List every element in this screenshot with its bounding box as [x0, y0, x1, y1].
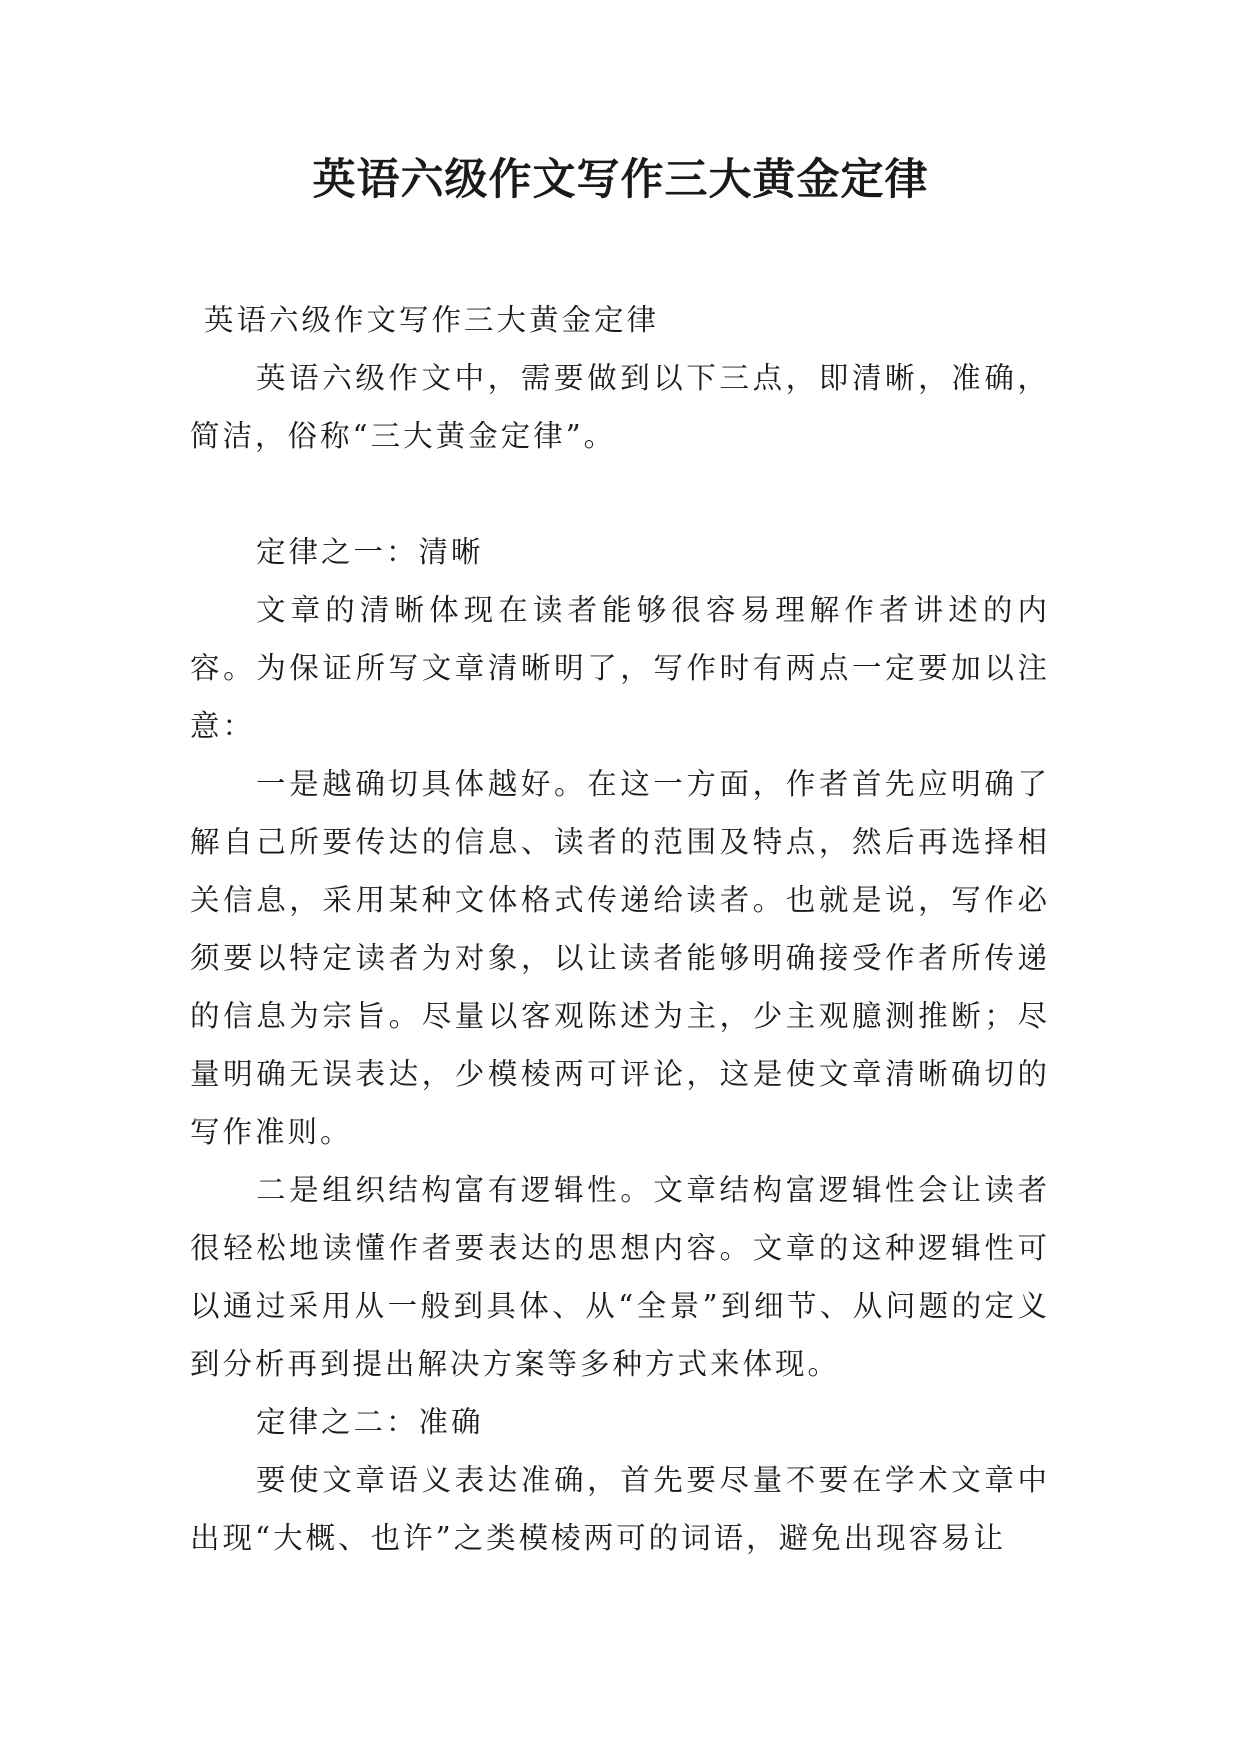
law1-paragraph-3: 二是组织结构富有逻辑性。文章结构富逻辑性会让读者很轻松地读懂作者要表达的思想内容。文章的这种逻辑性可以通过采用从一般到具体、从“全景”到细节、从问题的定义到分析再到提出解决方案等多种方式来体现。 [190, 1173, 1050, 1381]
law1-paragraph-2: 一是越确切具体越好。在这一方面，作者首先应明确了解自己所要传达的信息、读者的范围及特点，然后再选择相关信息，采用某种文体格式传递给读者。也就是说，写作必须要以特定读者为对象，以让读者能够明确接受作者所传递的信息为宗旨。尽量以客观陈述为主，少主观臆测推断；尽量明确无误表达，少模棱两可评论，这是使文章清晰确切的写作准则。 [190, 767, 1050, 1149]
law2-heading: 定律之二：准确 [256, 1405, 484, 1439]
law2-paragraph-1: 要使文章语义表达准确，首先要尽量不要在学术文章中出现“大概、也许”之类模棱两可的词语，避免出现容易让 [190, 1463, 1050, 1555]
law1-paragraph-1: 文章的清晰体现在读者能够很容易理解作者讲述的内容。为保证所写文章清晰明了，写作时有两点一定要加以注意： [190, 593, 1050, 743]
document-body [190, 291, 1050, 1567]
intro-paragraph: 英语六级作文中，需要做到以下三点，即清晰，准确，简洁，俗称“三大黄金定律”。 [190, 361, 1050, 453]
document-title: 英语六级作文写作三大黄金定律 [312, 155, 929, 205]
law1-heading: 定律之一：清晰 [256, 535, 484, 569]
blank-line [190, 465, 1050, 523]
document-subtitle: 英语六级作文写作三大黄金定律 [204, 303, 660, 337]
